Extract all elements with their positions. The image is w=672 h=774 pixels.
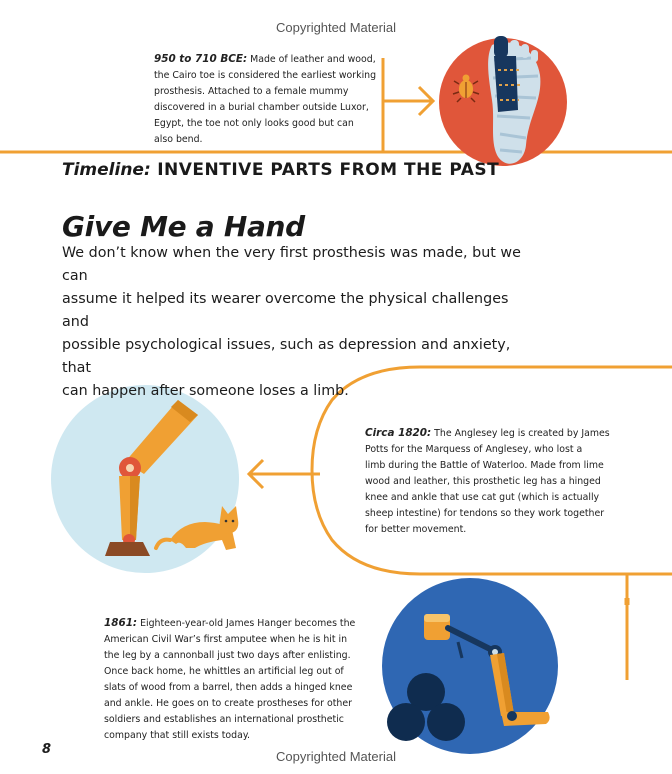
- entry-line: The Anglesey leg is created by James: [434, 428, 610, 439]
- section-body: [62, 242, 532, 403]
- entry-cairo-toe: [154, 51, 384, 148]
- anglesey-leg-illustration: [51, 385, 239, 573]
- entry-line: Eighteen-year-old James Hanger becomes the: [140, 618, 356, 629]
- copyright-top: Copyrighted Material: [276, 20, 396, 35]
- entry-line: soldiers and establishes an international prosthetic: [104, 714, 344, 725]
- body-line: assume it helped its wearer overcome the physical challenges and: [62, 291, 509, 330]
- entry-line: for better movement.: [365, 524, 467, 535]
- entry-hanger-leg: [104, 615, 384, 744]
- entry-line: sheep intestine) for tendons so they work together: [365, 508, 605, 519]
- page-number: 8: [42, 742, 52, 757]
- entry-line: company that still exists today.: [104, 730, 251, 741]
- entry-line: prosthesis. Attached to a female mummy: [154, 86, 349, 97]
- body-line: possible psychological issues, such as depression and anxiety, that: [62, 337, 511, 376]
- entry-line: also bend.: [154, 134, 203, 145]
- entry-anglesey-leg: [365, 425, 635, 538]
- timeline-title: [62, 160, 499, 180]
- copyright-bottom: Copyrighted Material: [276, 749, 396, 764]
- entry-date: 1861:: [104, 617, 138, 629]
- entry-line: Made of leather and wood,: [250, 54, 376, 65]
- entry-line: limb during the Battle of Waterloo. Made from lime: [365, 460, 604, 471]
- entry-line: Potts for the Marquess of Anglesey, who lost a: [365, 444, 583, 455]
- entry-date: 950 to 710 BCE:: [154, 53, 248, 65]
- entry-line: wood and leather, this prosthetic leg has a hinged: [365, 476, 601, 487]
- body-line: We don’t know when the very first prosthesis was made, but we can: [62, 245, 521, 284]
- entry-line: the leg by a cannonball just two days after enlisting.: [104, 650, 351, 661]
- entry-line: discovered in a burial chamber outside Luxor,: [154, 102, 369, 113]
- entry-date: Circa 1820:: [365, 427, 432, 439]
- entry-line: the Cairo toe is considered the earliest working: [154, 70, 377, 81]
- section-heading: Give Me a Hand: [62, 210, 305, 243]
- body-line: can happen after someone loses a limb.: [62, 383, 349, 399]
- entry-line: American Civil War’s first amputee when he is hit in: [104, 634, 348, 645]
- timeline-heading: INVENTIVE PARTS FROM THE PAST: [157, 160, 500, 180]
- entry-line: slats of wood from a barrel, then adds a hinged knee: [104, 682, 353, 693]
- timeline-label: Timeline:: [62, 160, 151, 180]
- entry-line: Once back home, he whittles an artificial leg out of: [104, 666, 344, 677]
- entry-line: Egypt, the toe not only looks good but can: [154, 118, 354, 129]
- entry-line: knee and ankle that use cat gut (which is actually: [365, 492, 600, 503]
- entry-line: and ankle. He goes on to create prostheses for other: [104, 698, 352, 709]
